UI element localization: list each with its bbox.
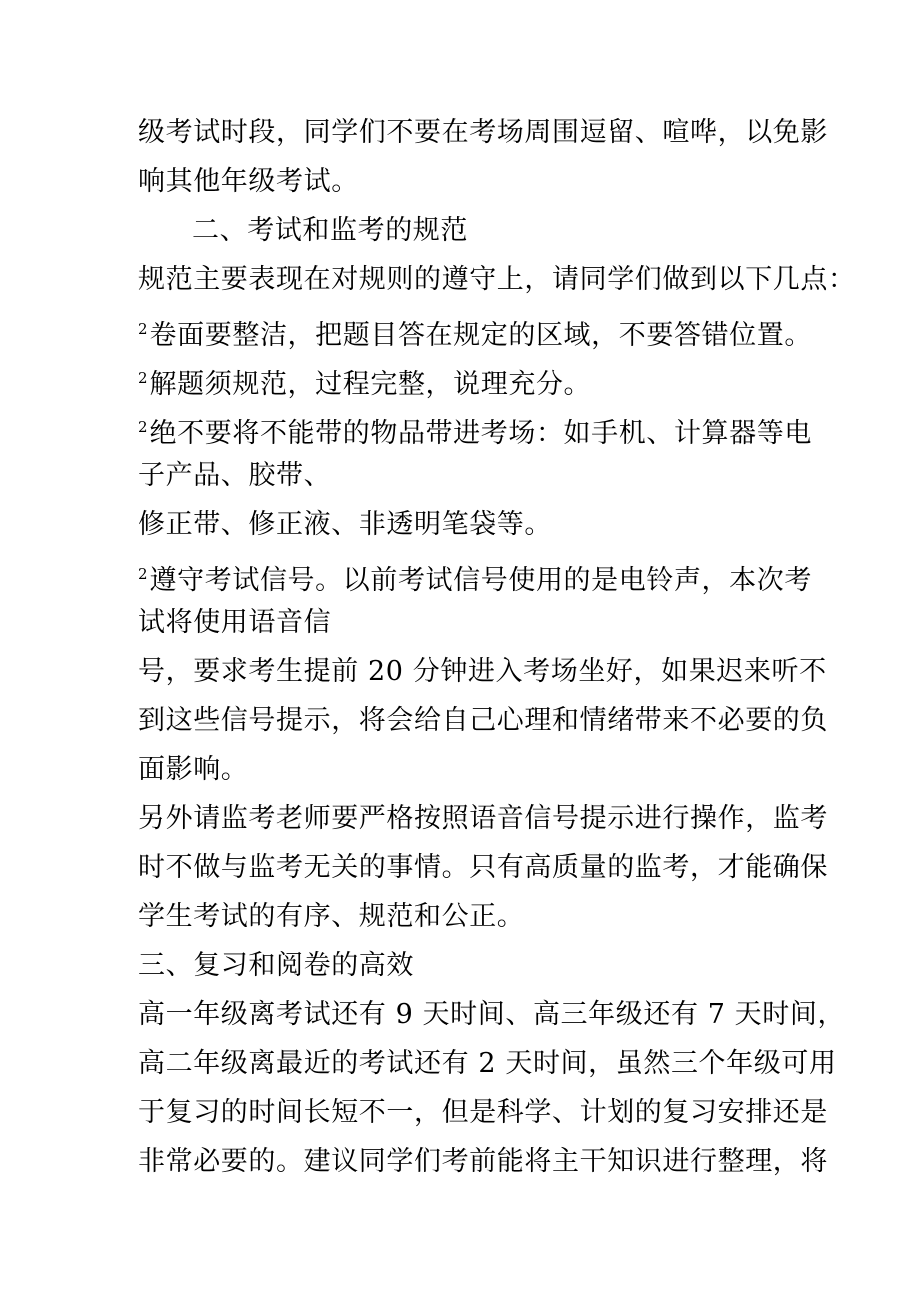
text-line: 试将使用语音信 — [138, 607, 332, 638]
bullet-item — [138, 407, 812, 449]
text-line: 子产品、胶带、 — [138, 460, 332, 491]
section-heading: 三、复习和阅卷的高效 — [138, 950, 414, 981]
bullet-text: 遵守考试信号。以前考试信号使用的是电铃声，本次考 — [149, 565, 812, 596]
text-line: 响其他年级考试。 — [138, 166, 359, 197]
text-line: 级考试时段，同学们不要在考场周围逗留、喧哗，以免影 — [138, 117, 828, 148]
text-line: 于复习的时间长短不一，但是科学、计划的复习安排还是 — [138, 1097, 828, 1128]
text-line: 另外请监考老师要严格按照语音信号提示进行操作，监考 — [138, 803, 828, 834]
text-line: 非常必要的。建议同学们考前能将主干知识进行整理，将 — [138, 1146, 828, 1177]
bullet-text: 绝不要将不能带的物品带进考场：如手机、计算器等电 — [149, 418, 812, 449]
bullet-item — [138, 554, 812, 596]
section-heading: 二、考试和监考的规范 — [192, 215, 468, 246]
bullet-marker: 2 — [138, 565, 148, 583]
text-line: 学生考试的有序、规范和公正。 — [138, 901, 525, 932]
text-line: 规范主要表现在对规则的遵守上，请同学们做到以下几点： — [138, 264, 856, 295]
bullet-text: 解题须规范，过程完整，说理充分。 — [149, 369, 592, 400]
bullet-marker: 2 — [138, 369, 148, 387]
text-line: 高二年级离最近的考试还有 2 天时间，虽然三个年级可用 — [138, 1048, 837, 1079]
text-line: 到这些信号提示，将会给自己心理和情绪带来不必要的负 — [138, 705, 828, 736]
bullet-marker: 2 — [138, 320, 148, 338]
text-line: 高一年级离考试还有 9 天时间、高三年级还有 7 天时间， — [138, 999, 846, 1030]
text-line: 时不做与监考无关的事情。只有高质量的监考，才能确保 — [138, 852, 828, 883]
bullet-text: 卷面要整洁，把题目答在规定的区域，不要答错位置。 — [149, 320, 812, 351]
bullet-marker: 2 — [138, 418, 148, 436]
text-line: 号，要求考生提前 20 分钟进入考场坐好，如果迟来听不 — [138, 656, 827, 687]
text-line: 修正带、修正液、非透明笔袋等。 — [138, 509, 552, 540]
text-line: 面影响。 — [138, 754, 249, 785]
bullet-item — [138, 358, 788, 398]
bullet-item — [138, 309, 812, 351]
